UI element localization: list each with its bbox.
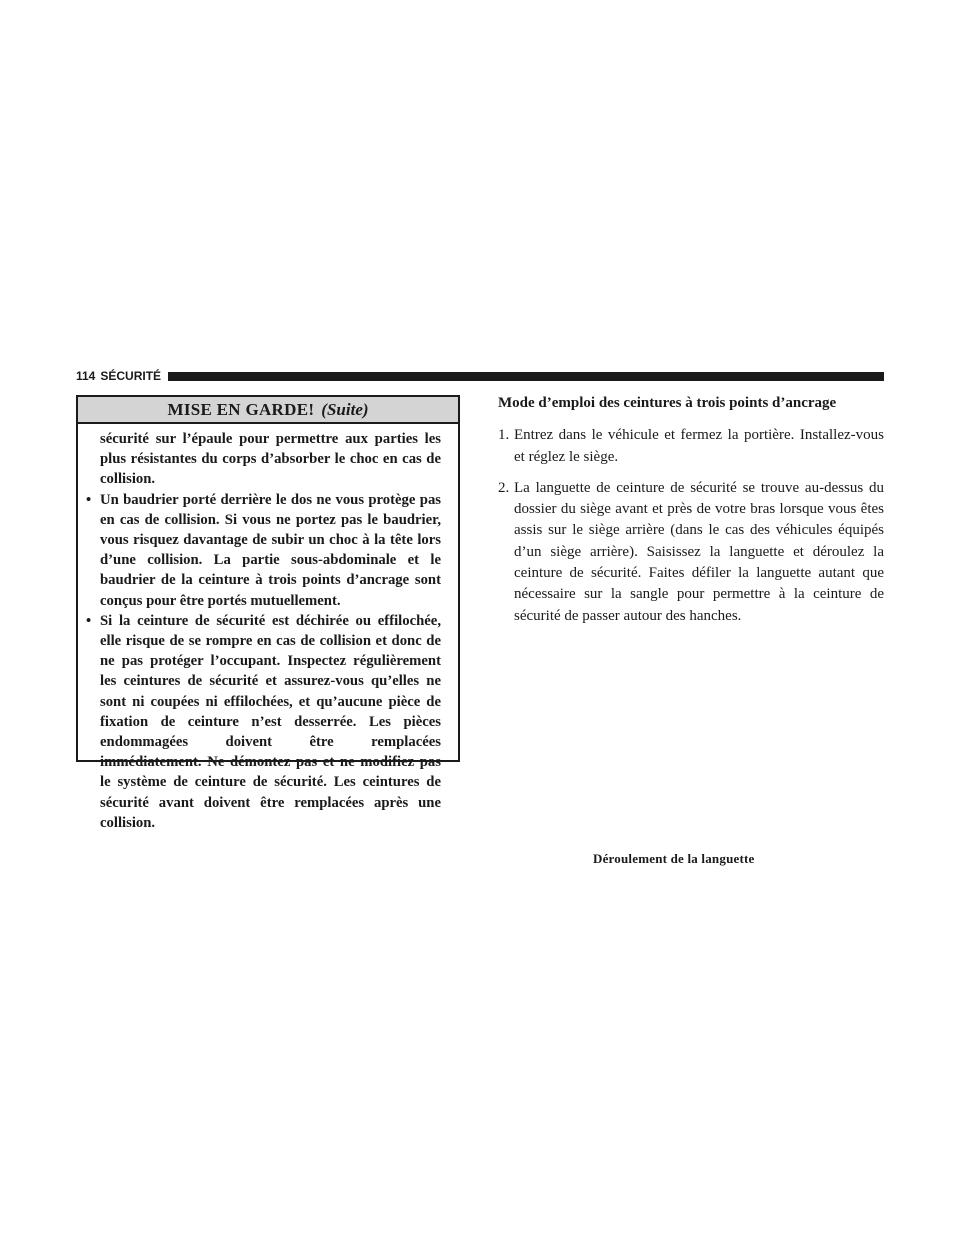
warning-intro: sécurité sur l’épaule pour permettre aux parties les plus résistantes du corps d’absorber le choc en cas de collision. — [100, 431, 441, 488]
bullet-icon: • — [86, 491, 92, 508]
warning-box — [76, 395, 460, 831]
bullet-icon: • — [86, 612, 92, 629]
warning-bullet — [86, 490, 441, 611]
instruction-step — [498, 478, 884, 627]
page-header — [76, 368, 884, 384]
step-number: 2. — [498, 479, 510, 496]
warning-body — [78, 424, 458, 833]
step-text: Entrez dans le véhicule et fermez la portière. Installez-vous et réglez le siège. — [514, 427, 884, 465]
warning-title: MISE EN GARDE! — [167, 399, 315, 419]
instructions-heading: Mode d’emploi des ceintures à trois points d’ancrage — [498, 395, 837, 411]
section-title: SÉCURITÉ — [100, 369, 162, 383]
step-number: 1. — [498, 427, 510, 444]
warning-header — [78, 397, 458, 424]
warning-bullet-text: Un baudrier porté derrière le dos ne vous protège pas en cas de collision. Si vous ne portez pas le baudrier, vous risquez davantage de subir un choc à la tête lors d’une collision. La partie sous-abdominale et le baudrier de la ceinture à trois points d’ancrage sont conçus pour être portés mutuellement. — [100, 491, 441, 609]
instruction-step — [498, 425, 884, 468]
warning-bullet — [86, 611, 441, 833]
instructions-column — [498, 393, 884, 637]
warning-bullet-text: Si la ceinture de sécurité est déchirée ou effilochée, elle risque de se rompre en cas de collision et donc de ne pas protéger l’occupant. Inspectez régulièrement les ceintures de sécurité et assurez-vous qu’elles ne sont ni coupées ni effilochées, et qu’aucune pièce de fixation de ceinture n’est desserrée. Les pièces endommagées doivent être remplacées immédiatement. Ne démontez pas et ne modifiez pas le système de ceinture de sécurité. Les ceintures de sécurité avant doivent être remplacées après une collision. — [100, 612, 441, 831]
warning-continued: (Suite) — [321, 399, 369, 419]
page-number: 114 — [76, 369, 96, 383]
figure-caption: Déroulement de la languette — [593, 851, 755, 866]
step-text: La languette de ceinture de sécurité se trouve au-dessus du dossier du siège avant et près de votre bras lorsque vous êtes assis sur le siège arrière (dans le cas des véhicules équipés d’un siège arrière). Saisissez la languette et déroulez la ceinture de sécurité. Faites défiler la languette autant que nécessaire sur la sangle pour permettre à la ceinture de sécurité de passer autour des hanches. — [514, 479, 884, 624]
header-rule — [168, 372, 884, 381]
